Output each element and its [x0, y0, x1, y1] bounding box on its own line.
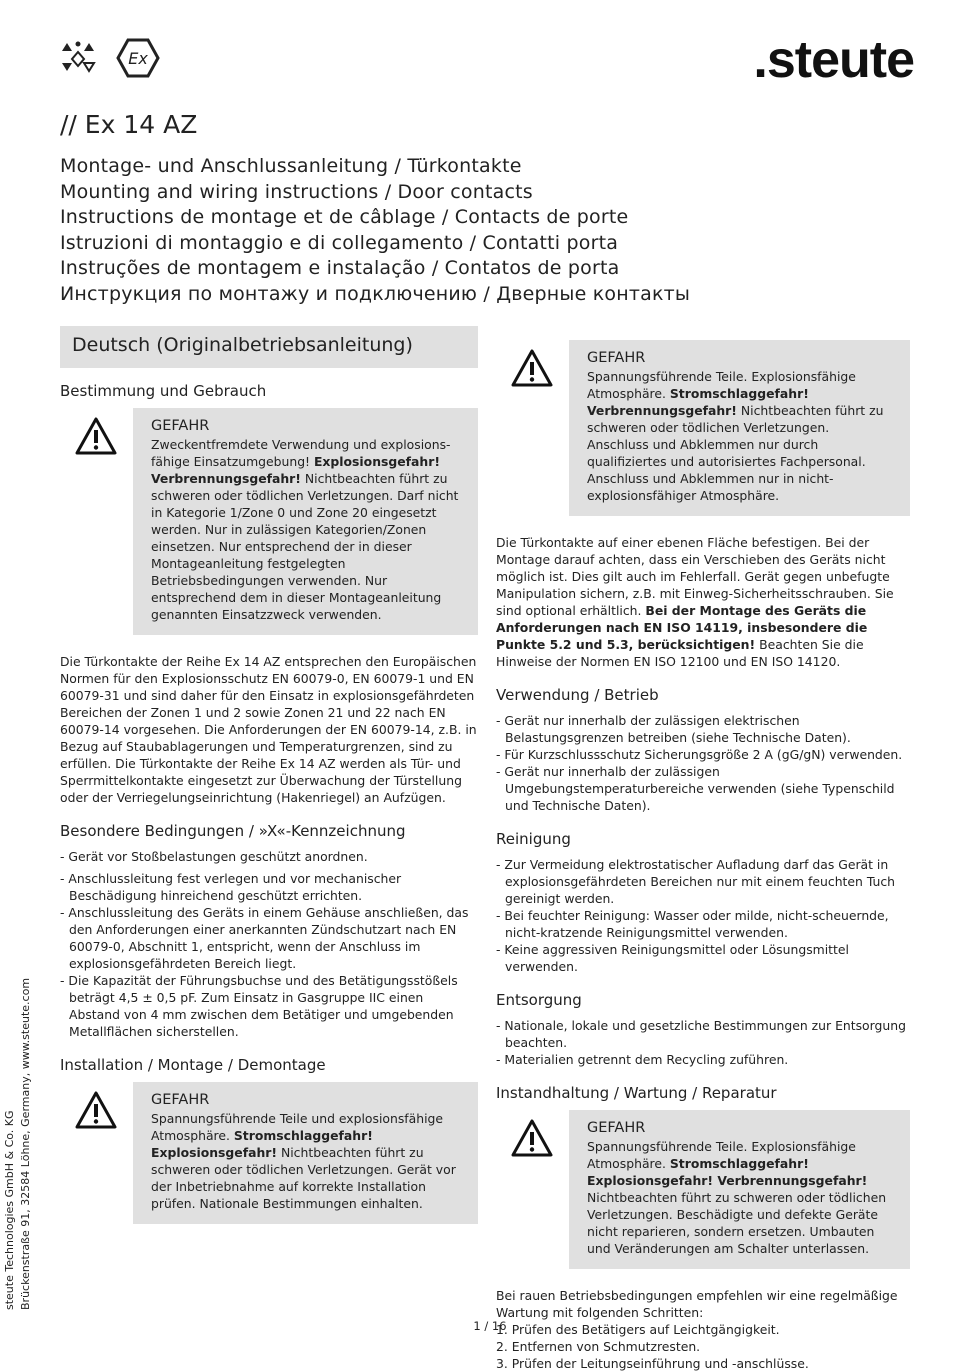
warning-icon [510, 348, 554, 388]
danger-text [587, 1138, 892, 1257]
subtitle-de: Montage- und Anschlussanleitung / Türkontakte [60, 155, 522, 177]
paragraph [496, 534, 910, 670]
danger-text-bold: Stromschlaggefahr! Verbrennungsgefahr! [587, 386, 809, 418]
warning-icon [510, 1118, 554, 1158]
list-item: - Gerät nur innerhalb der zulässigen Umgebungstemperaturbereiche verwenden (siehe Typenschild und Technische Daten). [496, 764, 895, 813]
danger-notice [496, 340, 910, 516]
paragraph-part: Beachten Sie die Hinweise der Normen EN ISO 12100 und EN ISO 14120. [496, 637, 864, 669]
list-item: - Bei feuchter Reinigung: Wasser oder milde, nicht-scheuernde, nicht-kratzende Reinigungsmittel verwenden. [496, 908, 889, 940]
paragraph-part: Die Türkontakte auf einer ebenen Fläche befestigen. Bei der Montage darauf achten, dass ein Verschieben des Geräts nicht möglich ist. Dies gilt auch im Fehlerfall. Gerät gegen unbefugte Manipulation sichern, z.B. mit Einweg-Sicherheitsschrauben. Sie sind optional erhältlich. [496, 535, 894, 618]
page-number: 1 / 16 [473, 1319, 507, 1333]
list-item: - Gerät nur innerhalb der zulässigen elektrischen Belastungsgrenzen betreiben (siehe Technische Daten). [496, 713, 851, 745]
certification-icons [58, 38, 160, 78]
danger-text-part: Nichtbeachten führt zu schweren oder tödlichen Verletzungen. Gerät vor der Inbetriebnahme auf korrekte Installation prüfen. Nationale Bestimmungen einhalten. [151, 1145, 456, 1211]
ex-mark-icon [116, 38, 160, 78]
list-item: - Materialien getrennt dem Recycling zuführen. [496, 1052, 789, 1067]
atex-icon [58, 39, 98, 77]
danger-text-part: Spannungsführende Teile. Explosionsfähige Atmosphäre. [587, 369, 856, 401]
danger-text [151, 436, 460, 623]
company-address: Brückenstraße 91, 32584 Löhne, Germany, www.steute.com [19, 977, 32, 1310]
company-name: steute Technologies GmbH & Co. KG [3, 1110, 16, 1310]
section-heading-maintenance: Instandhaltung / Wartung / Reparatur [496, 1084, 777, 1102]
section-heading-use: Verwendung / Betrieb [496, 686, 659, 704]
subtitle-fr: Instructions de montage et de câblage / Contacts de porte [60, 206, 629, 229]
subtitle-list [60, 154, 690, 308]
danger-text-part: Spannungsführende Teile und explosionsfähige Atmosphäre. [151, 1111, 444, 1143]
danger-text [587, 368, 892, 504]
warning-icon [74, 416, 118, 456]
danger-text-part: Zweckentfremdete Verwendung und explosions-fähige Einsatzumgebung! [151, 437, 451, 469]
danger-text-part: Nichtbeachten führt zu schweren oder tödlichen Verletzungen. Beschädigte und defekte Geräte nicht reparieren, sondern ersetzen. Umbauten und Veränderungen am Schalter unterlassen. [587, 1190, 887, 1256]
subtitle-ru: Инструкция по монтажу и подключению / Дверные контакты [60, 282, 691, 305]
special-conditions-list [60, 848, 478, 1040]
danger-box [569, 340, 910, 516]
company-address-sidebar [2, 978, 34, 1310]
left-column [60, 326, 478, 1242]
section-heading-cleaning: Reinigung [496, 830, 571, 848]
list-item: - Zur Vermeidung elektrostatischer Aufladung darf das Gerät in explosionsgefährdeten Bereichen nur mit einem feuchten Tuch gereinigt werden. [496, 857, 896, 906]
document-title: // Ex 14 AZ [60, 110, 198, 139]
right-column [496, 338, 910, 1372]
danger-notice [496, 1110, 910, 1269]
list-item: - Anschlussleitung fest verlegen und vor mechanischer Beschädigung hinreichend geschützt errichten. [60, 871, 402, 903]
danger-notice [60, 408, 478, 635]
section-heading-purpose: Bestimmung und Gebrauch [60, 382, 267, 400]
danger-title: GEFAHR [587, 1120, 646, 1136]
danger-title: GEFAHR [151, 418, 210, 434]
section-heading-special-conditions: Besondere Bedingungen / »X«-Kennzeichnung [60, 822, 406, 840]
danger-box [133, 1082, 478, 1224]
danger-box [133, 408, 478, 635]
language-bar: Deutsch (Originalbetriebsanleitung) [60, 326, 478, 368]
list-item: - Anschlussleitung des Geräts in einem Gehäuse anschließen, das den Anforderungen einer anerkannten Zündschutzart nach EN 60079-0, Abschnitt 1, entspricht, wenn der Anschluss im explosionsgefährdeten Bereich liegt. [60, 905, 469, 971]
subtitle-it: Istruzioni di montaggio e di collegamento / Contatti porta [60, 231, 619, 254]
cleaning-list [496, 856, 910, 975]
list-item: - Die Kapazität der Führungsbuchse und des Betätigungsstößels beträgt 4,5 ± 0,5 pF. Zum Einsatz in Gasgruppe IIC einen Abstand von 4 mm zwischen dem Betätiger und umgebenden Metallflächen sicherstellen. [60, 973, 458, 1039]
warning-icon [74, 1090, 118, 1130]
danger-text-part: Spannungsführende Teile. Explosionsfähige Atmosphäre. [587, 1139, 856, 1171]
list-item: - Keine aggressiven Reinigungsmittel oder Lösungsmittel verwenden. [496, 942, 849, 974]
danger-text-bold: Explosionsgefahr! Verbrennungsgefahr! [151, 454, 440, 486]
subtitle-en: Mounting and wiring instructions / Door contacts [60, 180, 533, 203]
list-item: 1. Prüfen des Betätigers auf Leichtgängigkeit. [496, 1322, 780, 1337]
list-item: 3. Prüfen der Leitungseinführung und -anschlüsse. [496, 1356, 809, 1371]
list-item: - Für Kurzschlussschutz Sicherungsgröße 2 A (gG/gN) verwenden. [496, 747, 903, 762]
danger-text-part: Nichtbeachten führt zu schweren oder tödlichen Verletzungen. Darf nicht in Kategorie 1/Zone 0 und Zone 20 eingesetzt werden. Nur in zulässigen Kategorien/Zonen einsetzen. Nur entsprechend der in dieser Montageanleitung festgelegten Betriebsbedingungen verwenden. Nur entsprechend dem in dieser Montageanleitung genannten Einsatzzweck verwenden. [151, 471, 459, 622]
danger-title: GEFAHR [151, 1092, 210, 1108]
brand-logo: .steute [753, 31, 914, 89]
disposal-list [496, 1017, 910, 1068]
use-list [496, 712, 910, 814]
subtitle-pt: Instruções de montagem e instalação / Contatos de porta [60, 257, 620, 280]
danger-text-bold: Stromschlaggefahr! Explosionsgefahr! [151, 1128, 373, 1160]
paragraph-bold: Bei der Montage des Geräts die Anforderungen nach EN ISO 14119, insbesondere die Punkte 5.2 und 5.3, berücksichtigen! [496, 603, 868, 652]
list-item: - Nationale, lokale und gesetzliche Bestimmungen zur Entsorgung beachten. [496, 1018, 906, 1050]
danger-notice [60, 1082, 478, 1224]
section-heading-disposal: Entsorgung [496, 991, 582, 1009]
danger-box [569, 1110, 910, 1269]
danger-text-part: Nichtbeachten führt zu schweren oder tödlichen Verletzungen. Anschluss und Abklemmen nur durch qualifiziertes und autorisiertes Fachpersonal. Anschluss und Abklemmen nur in nicht-explosionsfähiger Atmosphäre. [587, 403, 884, 503]
ex-mark-text: Ex [128, 49, 148, 68]
danger-text [151, 1110, 460, 1212]
list-item: - Gerät vor Stoßbelastungen geschützt anordnen. [60, 849, 368, 864]
danger-title: GEFAHR [587, 350, 646, 366]
maintenance-intro: Bei rauen Betriebsbedingungen empfehlen wir eine regelmäßige Wartung mit folgenden Schritten: [496, 1288, 898, 1320]
list-item: 2. Entfernen von Schmutzresten. [496, 1339, 701, 1354]
danger-text-bold: Stromschlaggefahr! Explosionsgefahr! Verbrennungsgefahr! [587, 1156, 868, 1188]
section-heading-installation: Installation / Montage / Demontage [60, 1056, 326, 1074]
paragraph: Die Türkontakte der Reihe Ex 14 AZ entsprechen den Europäischen Normen für den Explosionsschutz EN 60079-0, EN 60079-1 und EN 60079-31 und sind daher für den Einsatz in explosionsgefährdeten Bereichen der Zonen 1 und 2 sowie Zonen 21 und 22 nach EN 60079-14 vorgesehen. Die Anforderungen der EN 60079-14, z.B. in Bezug auf Staubablagerungen und Temperaturgrenzen, sind zu erfüllen. Die Türkontakte der Reihe Ex 14 AZ werden als Tür- und Sperrmittelkontakte eingesetzt zur Überwachung der Türstellung oder der Verriegelungseinrichtung (Hakenriegel) an Aufzügen. [60, 654, 477, 805]
